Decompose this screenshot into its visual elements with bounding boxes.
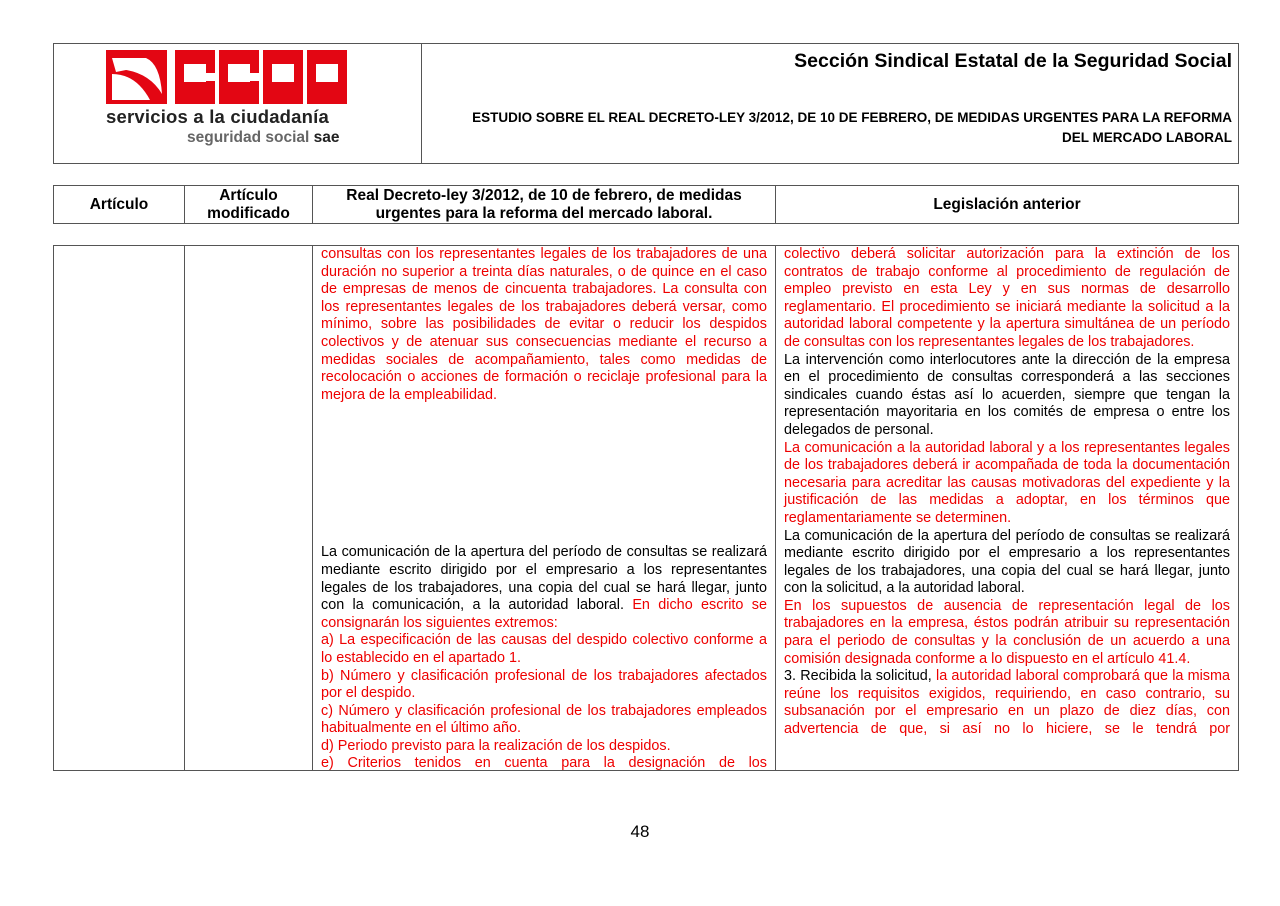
header-titles xyxy=(422,44,1238,163)
cell-legislacion-anterior xyxy=(776,246,1238,770)
rd-list-item: b) Número y clasificación profesional de los trabajadores afectados por el despido. xyxy=(321,667,767,702)
col-legislacion-anterior: Legislación anterior xyxy=(933,195,1081,213)
cell-articulo xyxy=(54,246,185,770)
table-header xyxy=(53,185,1239,224)
ccoo-letters xyxy=(175,50,347,104)
logo-subtagline: seguridad social sae xyxy=(187,129,340,146)
col-articulo-modificado: Artículo modificado xyxy=(185,186,313,223)
prev-paragraph: La comunicación de la apertura del período de consultas se realizará mediante escrito dirigido por el empresario a los representantes legales de los trabajadores, una copia del cual se hará llegar, junto con la solicitud, a la autoridad laboral. xyxy=(784,527,1230,597)
rd-list-item: e) Criterios tenidos en cuenta para la designación de los xyxy=(321,755,767,770)
logo xyxy=(54,44,422,163)
cell-real-decreto xyxy=(313,246,776,770)
rd-paragraph: consultas con los representantes legales de los trabajadores de una duración no superior a treinta días naturales, o de quince en el caso de empresas de menos de cincuenta trabajadores. La consulta con los representantes legales de los trabajadores deberá versar, como mínimo, sobre las posibilidades de evitar o reducir los despidos colectivos y de atenuar sus consecuencias mediante el recurso a medidas sociales de acompañamiento, tales como medidas de recolocación o acciones de formación o reciclaje profesional para la mejora de la empleabilidad. xyxy=(321,246,767,403)
rd-list-item: d) Periodo previsto para la realización de los despidos. xyxy=(321,737,671,754)
cell-articulo-modificado xyxy=(185,246,313,770)
col-real-decreto: Real Decreto-ley 3/2012, de 10 de febrero, de medidas urgentes para la reforma del mercado laboral. xyxy=(313,186,776,223)
document-header xyxy=(53,43,1239,164)
prev-paragraph: La intervención como interlocutores ante la dirección de la empresa en el procedimiento de consultas corresponderá a las secciones sindicales cuando éstas así lo acuerden, siempre que tengan la representación mayoritaria en los comités de empresa o entre los delegados de personal. xyxy=(784,351,1230,438)
table-body xyxy=(53,245,1239,771)
section-title: Sección Sindical Estatal de la Seguridad Social xyxy=(794,50,1232,72)
prev-paragraph: En los supuestos de ausencia de representación legal de los trabajadores en la empresa, éstos podrán atribuir su representación para el periodo de consultas y la conclusión de un acuerdo a una comisión designada conforme a lo dispuesto en el artículo 41.4. xyxy=(784,597,1230,667)
rd-list-item: c) Número y clasificación profesional de los trabajadores empleados habitualmente en el último año. xyxy=(321,702,767,737)
study-title: ESTUDIO SOBRE EL REAL DECRETO-LEY 3/2012, DE 10 DE FEBRERO, DE MEDIDAS URGENTES PARA LA REFORMA DEL MERCADO LABORAL xyxy=(472,110,1232,145)
page-number: 48 xyxy=(630,822,650,841)
prev-paragraph: 3. Recibida la solicitud, la autoridad laboral comprobará que la misma reúne los requisitos exigidos, requiriendo, en caso contrario, su subsanación por el empresario en un plazo de diez días, con advertencia de que, si así no lo hiciere, se le tendrá por xyxy=(784,668,1230,738)
ccoo-emblem-icon xyxy=(106,50,167,104)
prev-paragraph: La comunicación a la autoridad laboral y a los representantes legales de los trabajadores deberá ir acompañada de toda la documentación necesaria para acreditar las causas motivadoras del expediente y la justificación de las medidas a adoptar, en los términos que reglamentariamente se determinen. xyxy=(784,439,1230,526)
rd-list-item: a) La especificación de las causas del despido colectivo conforme a lo establecido en el apartado 1. xyxy=(321,632,767,666)
col-articulo: Artículo xyxy=(54,186,185,223)
prev-paragraph: colectivo deberá solicitar autorización para la extinción de los contratos de trabajo conforme al procedimiento de regulación de empleo previsto en esta Ley y en sus normas de desarrollo reglamentario. El procedimiento se iniciará mediante la solicitud a la autoridad laboral competente y la apertura simultánea de un período de consultas con los representantes legales de los trabajadores. xyxy=(784,246,1230,350)
logo-tagline: servicios a la ciudadanía xyxy=(106,106,329,127)
rd-paragraph: La comunicación de la apertura del período de consultas se realizará mediante escrito dirigido por el empresario a los representantes legales de los trabajadores, una copia del cual se hará llegar, junto con la comunicación, a la autoridad laboral. En dicho escrito se consignarán los siguientes extremos: xyxy=(321,544,767,631)
